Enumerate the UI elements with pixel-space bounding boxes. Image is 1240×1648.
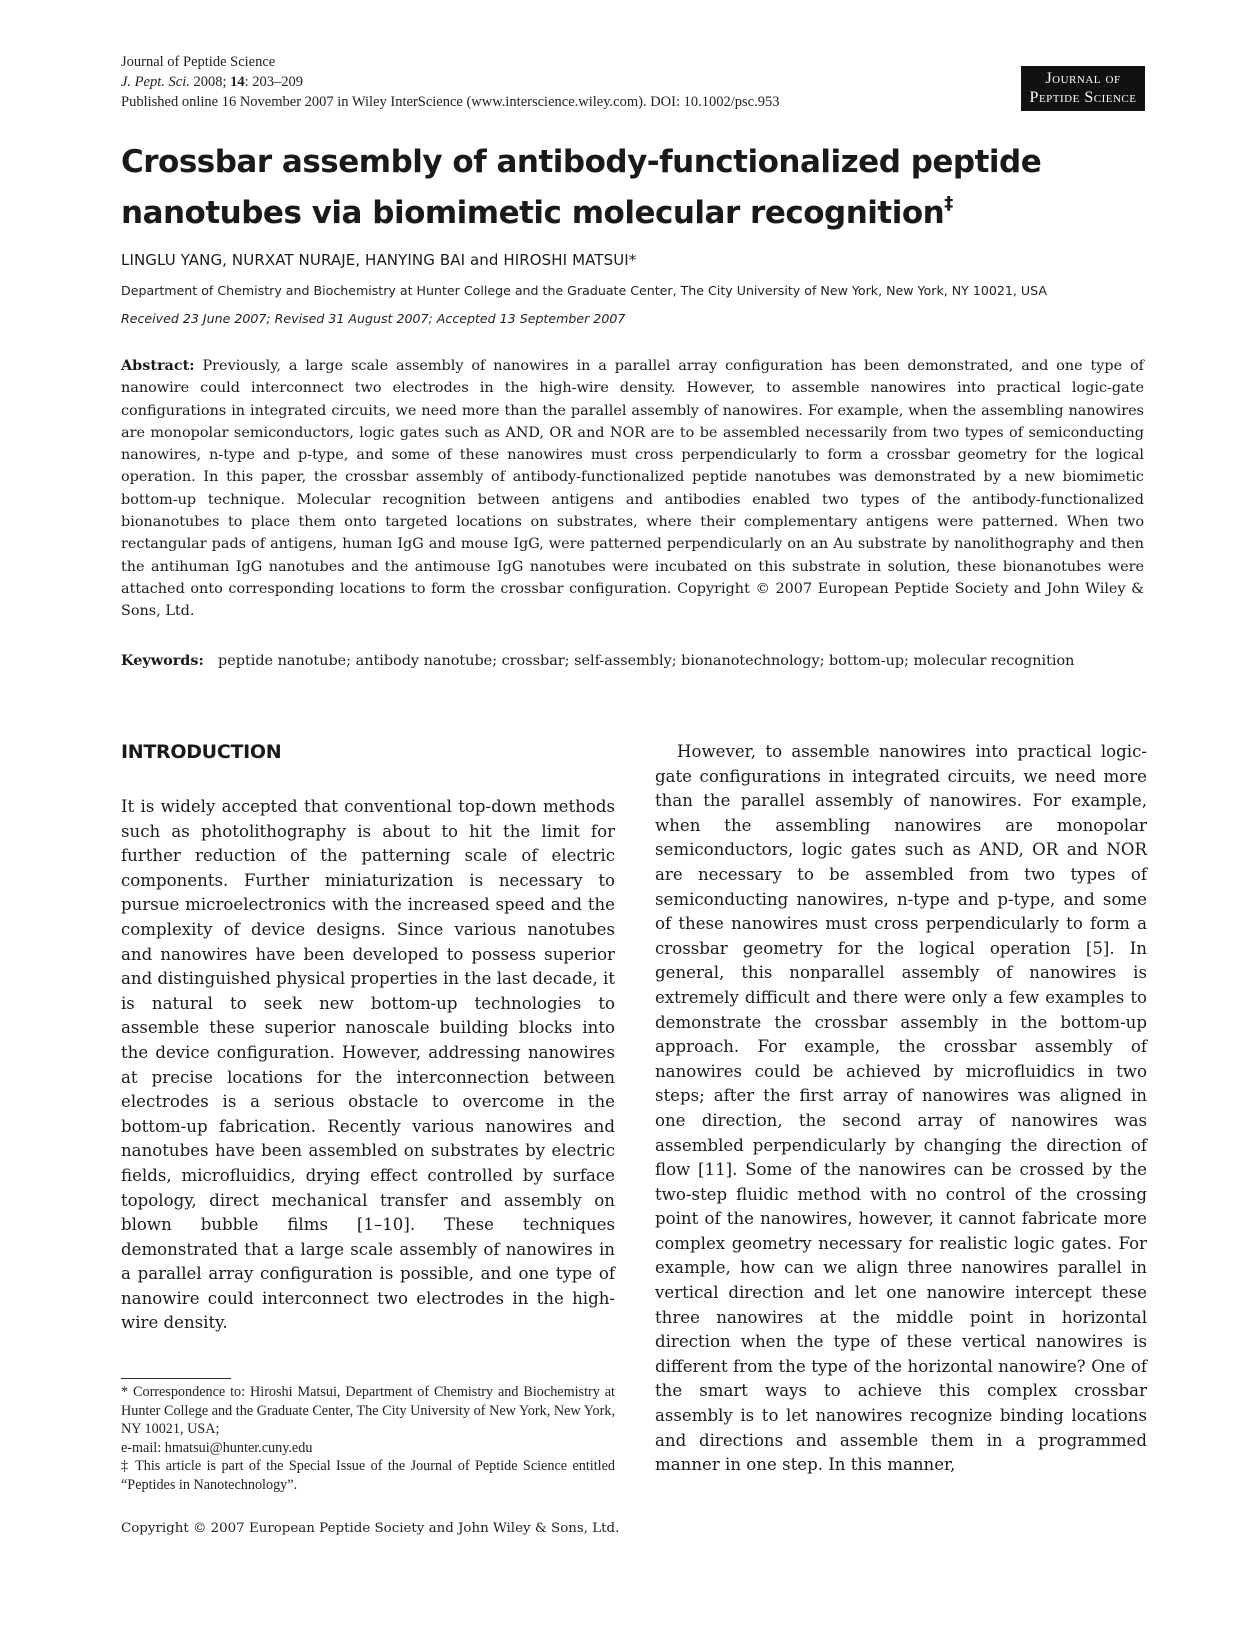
keywords-label: Keywords: xyxy=(121,652,204,669)
affiliation: Department of Chemistry and Biochemistry at Hunter College and the Graduate Center, The City University of New York, New York, NY 10021, USA xyxy=(121,283,1047,298)
email-note: e-mail: hmatsui@hunter.cuny.edu xyxy=(121,1439,313,1456)
citation-pages: : 203–209 xyxy=(244,74,304,90)
citation-abbrev: J. Pept. Sci. xyxy=(121,74,190,90)
citation-line xyxy=(121,72,303,92)
article-dates: Received 23 June 2007; Revised 31 August 2007; Accepted 13 September 2007 xyxy=(121,311,626,326)
intro-paragraph-1: It is widely accepted that conventional top-down methods such as photolithography is about to hit the limit for further reduction of the patterning scale of electric components. Further miniaturization is necessary to pursue microelectronics with the increased speed and the complexity of device designs. Since various nanotubes and nanowires have been developed to possess superior and distinguished physical properties in the last decade, it is natural to seek new bottom-up technologies to assemble these superior nanoscale building blocks into the device configuration. However, addressing nanowires at precise locations for the interconnection between electrodes is a serious obstacle to overcome in the bottom-up fabrication. Recently various nanowires and nanotubes have been assembled on substrates by electric fields, microfluidics, drying effect controlled by surface topology, direct mechanical transfer and assembly on blown bubble films [1–10]. These techniques demonstrated that a large scale assembly of nanowires in a parallel array configuration is possible, and one type of nanowire could interconnect two electrodes in the high-wire density. xyxy=(121,797,615,1333)
author-list: LINGLU YANG, NURXAT NURAJE, HANYING BAI and HIROSHI MATSUI* xyxy=(121,251,637,269)
logo-line-2: Peptide Science xyxy=(1029,89,1137,106)
section-heading-introduction: INTRODUCTION xyxy=(121,741,282,763)
intro-paragraph-2: However, to assemble nanowires into practical logic-gate configurations in integrated circuits, we need more than the parallel assembly of nanowires. For example, when the assembling nanowires are monopolar semiconductors, logic gates such as AND, OR and NOR are necessary to be assembled from two types of semiconducting nanowires, n-type and p-type, and some of these nanowires must cross perpendicularly to form a crossbar geometry for the logical operation [5]. In general, this nonparallel assembly of nanowires is extremely difficult and there were only a few examples to demonstrate the crossbar assembly in the bottom-up approach. For example, the crossbar assembly of nanowires could be achieved by microfluidics in two steps; after the first array of nanowires was aligned in one direction, the second array of nanowires was assembled perpendicularly by changing the direction of flow [11]. Some of the nanowires can be crossed by the two-step fluidic method with no control of the crossing point of the nanowires, however, it cannot fabricate more complex geometry necessary for realistic logic gates. For example, how can we align three nanowires parallel in vertical direction and let one nanowire intercept these three nanowires at the middle point in horizontal direction when the type of these vertical nanowires is different from the type of the horizontal nanowire? One of the smart ways to achieve this complex crossbar assembly is to let nanowires recognize binding locations and directions and assemble them in a programmed manner in one step. In this manner, xyxy=(655,742,1147,1475)
keywords-text: peptide nanotube; antibody nanotube; crossbar; self-assembly; bionanotechnology; bottom-up; molecular recognition xyxy=(218,653,1075,669)
article-title-text: Crossbar assembly of antibody-functionalized peptide nanotubes via biomimetic molecular recognition xyxy=(121,144,1042,231)
correspondence-note: * Correspondence to: Hiroshi Matsui, Department of Chemistry and Biochemistry at Hunter College and the Graduate Center, The City University of New York, New York, NY 10021, USA; xyxy=(121,1384,615,1437)
abstract-label: Abstract: xyxy=(121,357,195,374)
special-issue-note: ‡ This article is part of the Special Issue of the Journal of Peptide Science entitled “Peptides in Nanotechnology”. xyxy=(121,1458,615,1493)
publication-info: Published online 16 November 2007 in Wiley InterScience (www.interscience.wiley.com). DOI: 10.1002/psc.953 xyxy=(121,94,780,110)
article-title xyxy=(121,141,1141,234)
logo-line-1: Journal of xyxy=(1045,70,1121,87)
citation-volume: 14 xyxy=(230,74,245,90)
journal-name: Journal of Peptide Science xyxy=(121,54,276,70)
right-column xyxy=(655,740,1147,1478)
footnotes xyxy=(121,1383,615,1494)
abstract-text: Previously, a large scale assembly of nanowires in a parallel array configuration has been demonstrated, and one type of nanowire could interconnect two electrodes in the high-wire density. However, to assemble nanowires into practical logic-gate configurations in integrated circuits, we need more than the parallel assembly of nanowires. For example, when the assembling nanowires are monopolar semiconductors, logic gates such as AND, OR and NOR are to be assembled necessarily from two types of semiconducting nanowires, n-type and p-type, and some of these nanowires must cross perpendicularly to form a crossbar geometry for the logical operation. In this paper, the crossbar assembly of antibody-functionalized peptide nanotubes was demonstrated by a new biomimetic bottom-up technique. Molecular recognition between antigens and antibodies enabled two types of the antibody-functionalized bionanotubes to place them onto targeted locations on substrates, where their complementary antigens were patterned. When two rectangular pads of antigens, human IgG and mouse IgG, were patterned perpendicularly on an Au substrate by nanolithography and then the antihuman IgG nanotubes and the antimouse IgG nanotubes were incubated on this substrate in solution, these bionanotubes were attached onto corresponding locations to form the crossbar configuration. Copyright © 2007 European Peptide Society and John Wiley & Sons, Ltd. xyxy=(121,358,1144,620)
citation-year: 2008; xyxy=(193,74,227,90)
journal-logo xyxy=(1021,66,1145,111)
title-footnote-mark: ‡ xyxy=(944,193,953,214)
left-column xyxy=(121,795,615,1336)
abstract xyxy=(121,355,1144,623)
page-footer-copyright: Copyright © 2007 European Peptide Society and John Wiley & Sons, Ltd. xyxy=(121,1521,620,1536)
footnote-rule xyxy=(121,1378,231,1379)
